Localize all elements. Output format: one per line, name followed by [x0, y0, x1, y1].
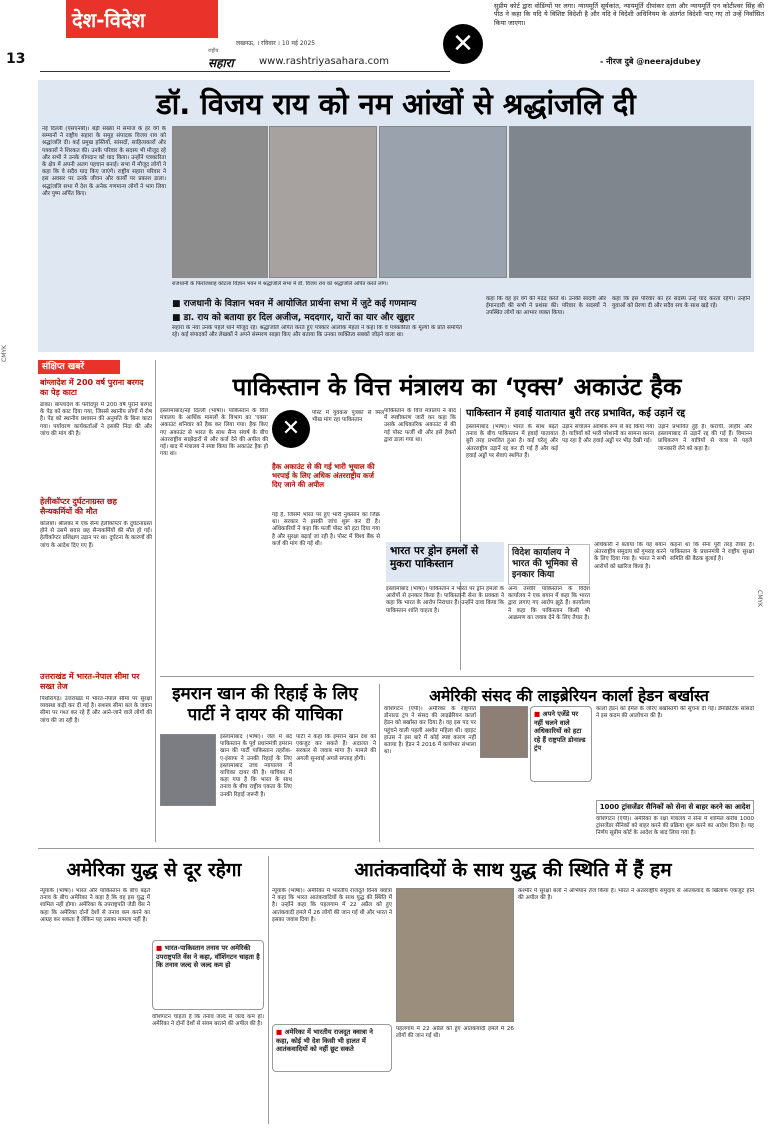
terror-photo — [396, 888, 514, 1022]
foreign-ministry-col3: कहना था कि सेना पूरी तरह तैयार है। पाकिस्तान के प्रधानमंत्री ने राष्ट्रीय सुरक्षा समिति की बैठक बुलाई है। — [670, 542, 754, 563]
brief-item3-body: पिथौरागढ़। उत्तराखंड में भारत-नेपाल सीमा पर सुरक्षा व्यवस्था कड़ी कर दी गई है। सशस्त्र सीमा बल के जवान सीमा पर गश्त कर रहे हैं और आने-जाने वाले लोगों की जांच की जा रही है। — [40, 696, 152, 724]
library-headline: अमेरिकी संसद की लाइब्रेरियन कार्ला हेडन बर्खास्त — [429, 687, 709, 705]
tribute-photo-audience-2 — [509, 126, 751, 278]
library-body: वाशिंगटन (एपी)। अमेरिका के राष्ट्रपति डोनाल्ड ट्रंप ने संसद की लाइब्रेरियन कार्ला हेडन को बर्खास्त कर दिया है। वह इस पद पर पहुंचने वाली पहली अश्वेत महिला थीं। व्हाइट हाउस ने इस बारे में कोई स्पष्ट कारण नहीं बताया है। हेडन ने 2016 में कार्यभार संभाला था। — [384, 706, 476, 756]
x-story-col2: गई है, जिसमें भारत पर हुए भारी नुकसान का जिक्र था। सरकार ने इसकी जांच शुरू कर दी है। अधिकारियों ने कहा कि फर्जी पोस्ट को हटा दिया गया है और सुरक्षा बढ़ाई जा रही है। पोस्ट में विश्व बैंक से कर्ज की मांग की गई थी। — [272, 512, 380, 547]
terror-body-2: कश्मीर में सुरक्षा बलों ने अभियान तेज किया है। भारत ने अंतरराष्ट्रीय समुदाय से आतंकवाद के खिलाफ एकजुट होने की अपील की है। — [518, 888, 754, 902]
foreign-ministry-col1: अन्य तस्वीरें पाकिस्तान के विदेश कार्यालय ने एक बयान में कहा कि भारत द्वारा लगाए गए आरोप झूठे हैं। कार्यालय ने कहा कि पाकिस्तान किसी भी आक्रमण का जवाब देने के लिए तैयार है। — [508, 586, 590, 621]
tweet-author: - नीरज दुबे @neerajdubey — [600, 57, 701, 66]
drone-body: इस्लामाबाद (भाषा)। पाकिस्तान ने भारत पर ड्रोन हमलों के आरोपों से इनकार किया है। पाकिस्तानी सेना के प्रवक्ता ने कहा कि भारत के आरोप निराधार हैं। उन्होंने दावा किया कि पाकिस्तान शांति चाहता है। — [386, 586, 504, 614]
tribute-body: नई दिल्ली (एसएनबी)। बड़ी संख्या में समाज के हर वर्ग के सम्मानों ने राष्ट्रीय सहारा के समूह संपादक विजय राय को श्रद्धांजलि दी। कई प्रमुख हस्तियों, सांसदों, साहित्यकारों और पत्रकारों ने शिरकत की। उनके परिवार के सदस्य भी मौजूद रहे और सभी ने उनके योगदान को याद किया। उन्होंने पत्रकारिता के क्षेत्र में अपनी अलग पहचान बनाई। सभा में मौजूद लोगों ने कहा कि वे सदैव याद किए जाएंगे। राष्ट्रीय सहारा परिवार ने इस अवसर पर उनके जीवन और कार्यों पर प्रकाश डाला। श्रद्धांजलि सभा में देश के अनेक गणमान्य लोगों ने भाग लिया और पुष्प अर्पित किए। — [42, 126, 166, 197]
imran-divider — [379, 684, 380, 842]
us-war-divider — [268, 856, 269, 1124]
side-mark-right: CMYK — [756, 590, 763, 607]
tribute-bullet-2: ■ डा. राय को बताया हर दिल अजीज, मददगार, यारों का यार और खुद्दार — [172, 313, 415, 323]
x-story-headline: पाकिस्तान के वित्त मंत्रालय का ‘एक्स’ अकाउंट हैक — [232, 373, 682, 401]
page-number: 13 — [6, 51, 26, 67]
imran-photo — [160, 734, 216, 806]
foreign-ministry-headline: विदेश कार्यालय ने भारत की भूमिका से इनकार किया — [508, 544, 590, 585]
terror-headline: आतंकवादियों के साथ युद्ध की स्थिति में हैं हम — [354, 859, 672, 881]
brief-item1-title: बांग्लादेश में 200 वर्ष पुराना बरगद का पेड़ काटा — [40, 378, 144, 397]
x-logo-icon: ✕ — [443, 24, 483, 64]
brief-divider — [155, 360, 156, 842]
flights-col3: उड़ानें प्रभावित हुई हैं। कराची, लाहौर और इस्लामाबाद से उड़ानें रद्द की गई हैं। विमानन प्राधिकरण ने यात्रियों से यात्रा से पहले जानकारी लेने को कहा है। — [658, 424, 752, 452]
drone-headline: भारत पर ड्रोन हमलों से मुकरा पाकिस्तान — [390, 545, 479, 570]
website-url[interactable]: www.rashtriyasahara.com — [259, 56, 390, 67]
brief-item2-title: हेलीकॉप्टर दुर्घटनाग्रस्त छह सैन्यकर्मियों की मौत — [40, 497, 117, 516]
bottom-top-rule — [38, 848, 754, 849]
tribute-body-4: कहा कि इस परिवार का हर सदस्य उन्हें याद करता रहेगा। उन्होंने युवाओं को प्रेरणा दी और सदैव सच के साथ खड़े रहे। — [612, 296, 750, 310]
tribute-body-2: सहारा के नवा उनके पहले थाने मौजूद रहे। श्रद्धांजलि अर्पित करते हुए पत्रकार आलोक मेहता ने कहा कि वे पत्रकारिता के मूल्यों के प्रति समर्पित रहे। कई संपादकों और लेखकों ने अपने संस्मरण साझा किए और बताया कि उनका व्यक्तित्व सबको जोड़ने वाला था। — [172, 325, 462, 339]
soldiers-headline: 1000 ट्रांसजेंडर सैनिकों को सेना से बाहर करने का आदेश — [596, 800, 754, 814]
section-title: देश-विदेश — [72, 8, 146, 32]
flights-col2: उड़ान संचालन आंशिक रूप से बंद किया गया है। यात्रियों को भारी परेशानी का सामना करना पड़ रहा है और हवाई अड्डों पर भीड़ देखी गई। — [562, 424, 654, 445]
masthead-rule — [40, 71, 450, 72]
terror-caption: पहलगाम में 22 अप्रैल को हुए आतंकवादी हमले में 26 लोगों की जान गई थी। — [396, 1026, 514, 1040]
imran-body-2: पार्टी ने कहा कि इमरान खान देश को एकजुट कर सकते हैं। अदालत ने सरकार से जवाब मांगा है। मामले की अगली सुनवाई अगले सप्ताह होगी। — [296, 734, 376, 762]
imran-headline: इमरान खान की रिहाई के लिए पार्टी ने दायर की याचिका — [172, 684, 358, 725]
soldiers-body: वाशिंगटन (एपी)। अमेरिका के रक्षा मंत्रालय ने सेना में शामिल करीब 1000 ट्रांसजेंडर सैनिकों को बाहर करने की प्रक्रिया शुरू करने का आदेश दिया है। यह निर्णय सुप्रीम कोर्ट के आदेश के बाद लिया गया है। — [596, 816, 754, 837]
tribute-body-3: कहा कि वह हर वर्ग की मदद करते थे। उनकी सादगी और ईमानदारी की सभी ने प्रशंसा की। परिवार के सदस्यों ने उपस्थित लोगों का आभार व्यक्त किया। — [486, 296, 606, 317]
brief-item2-body: कोलंबो। श्रीलंका में एक सैन्य हेलीकॉप्टर के दुर्घटनाग्रस्त होने से उसमें सवार छह सैन्यकर्मियों की मौत हो गई। हेलीकॉप्टर प्रशिक्षण उड़ान पर था। दुर्घटना के कारणों की जांच के आदेश दिए गए हैं। — [40, 521, 152, 549]
brief-item3-title: उत्तराखंड में भारत-नेपाल सीमा पर सख्त तेज — [40, 672, 140, 691]
tribute-photo-offering — [269, 126, 377, 278]
us-war-headline: अमेरिका युद्ध से दूर रहेगा — [66, 859, 242, 881]
brief-item1-body: ढाका। बांग्लादेश के फरीदपुर में 200 वर्ष पुराने बरगद के पेड़ को काट दिया गया, जिससे स्थानीय लोगों में रोष है। पेड़ को स्थानीय प्रशासन की अनुमति के बिना काटा गया। पर्यावरण कार्यकर्ताओं ने इसकी निंदा की और जांच की मांग की है। — [40, 402, 152, 437]
tribute-bullet-1: ■ राजधानी के विज्ञान भवन में आयोजित प्रार्थना सभा में जुटे कई गणमान्य — [172, 299, 417, 309]
side-mark-left: CMYK — [1, 345, 8, 362]
imran-top-rule — [160, 676, 754, 677]
paper-logo: राष्ट्रीय सहारा — [208, 48, 234, 70]
imran-body: इस्लामाबाद (भाषा)। जेल में बंद पाकिस्तान के पूर्व प्रधानमंत्री इमरान खान की पार्टी पाकिस्तान तहरीक-ए-इंसाफ ने उनकी रिहाई के लिए इस्लामाबाद उच्च न्यायालय में याचिका दायर की है। याचिका में कहा गया है कि भारत के साथ तनाव के बीच राष्ट्रीय एकता के लिए उनकी रिहाई जरूरी है। — [220, 734, 292, 798]
us-war-pull-quote: ■ भारत-पाकिस्तान तनाव पर अमेरिकी उपराष्ट्रपति वेंस ने कहा, वॉशिंगटन चाहता है कि तनाव जल्द से जल्द कम हो — [152, 940, 264, 1010]
brief-label: संक्षिप्त खबरें — [38, 360, 120, 374]
foreign-ministry-col2: अधिकारी ने बताया कि यह बयान अंतरराष्ट्रीय समुदाय को गुमराह करने के लिए दिया गया है। भारत ने सभी आरोपों को खारिज किया है। — [594, 542, 666, 570]
x-story-bullet: हैक अकाउंट से की गई भारी भूचाल की भरपाई के लिए अधिक अंतरराष्ट्रीय कर्ज दिए जाने की अपील — [272, 462, 375, 489]
library-photo — [480, 706, 528, 758]
x-story-logo-icon: ✕ — [272, 410, 310, 448]
terror-pull-quote: ■ अमेरिका में भारतीय राजदूत क्वात्रा ने कहा, कोई भी देश किसी भी हालत में आतंकवादियों को नहीं छूट सकते — [272, 1024, 392, 1072]
library-body-2: कार्ला हेडन को ईमेल के जरिए बर्खास्तगी की सूचना दी गई। डेमोक्रेटिक सांसदों ने इस कदम की आलोचना की है। — [596, 706, 754, 720]
x-story-intro: पोस्ट में युवकस पुत्रकों से मिल भीख मांग रहा पाकिस्तान — [312, 410, 384, 424]
library-pull-quote: ■ अपने एजेंडे पर नहीं चलने वाले अधिकारियों को हटा रहे हैं राष्ट्रपति डोनाल्ड ट्रंप — [530, 706, 592, 782]
flights-headline: पाकिस्तान में हवाई यातायात बुरी तरह प्रभावित, कई उड़ानें रद्द — [466, 408, 686, 419]
us-war-body-2: वॉशिंगटन चाहता है कि तनाव जल्द से जल्द कम हो। अमेरिका ने दोनों देशों से संयम बरतने की अपील की है। — [152, 1014, 264, 1028]
us-war-body: न्यूयार्क (भाषा)। भारत और पाकिस्तान के बीच बढ़ते तनाव के बीच अमेरिका ने कहा है कि वह इस युद्ध में शामिल नहीं होगा। अमेरिका के उपराष्ट्रपति जेडी वेंस ने कहा कि अमेरिका दोनों देशों से तनाव कम करने का आग्रह कर सकता है लेकिन यह उसका मामला नहीं है। — [40, 888, 150, 923]
tweet-text: सुप्रीम कोर्ट द्वारा वोडिंग्यों पर लगा। न्यायमूर्ति सूर्यकांत, न्यायमूर्ति दीपांकर दत्ता और न्यायमूर्ति एन कोटीश्वर सिंह की पीठ ने कहा कि यदि ये विशिष्ट विदेशी है और यदि वे विदेशी अधिनियम के अंतर्गत विदेशी पाए गए तो उन्हें निर्वासित किया जाएगा। — [494, 2, 764, 27]
tribute-headline: डॉ. विजय राय को नम आंखों से श्रद्धांजलि दी — [156, 87, 636, 121]
flights-col1: इस्लामाबाद (भाषा)। भारत के साथ बढ़ते तनाव के बीच पाकिस्तान में हवाई यातायात बुरी तरह प्रभावित हुआ है। कई घरेलू और अंतरराष्ट्रीय उड़ानें रद्द कर दी गई हैं और कई हवाई अड्डों पर सेवाएं स्थगित हैं। — [466, 424, 558, 459]
tribute-caption: राजधानी के फिरोजशाह कोटला विज्ञान भवन में श्रद्धांजलि सभा में डॉ. विजय राय को श्रद्धांजलि अर्पित करते लोग। — [172, 281, 388, 287]
terror-body: न्यूयार्क (भाषा)। अमेरिका में भारतीय राजदूत विनय क्वात्रा ने कहा कि भारत आतंकवादियों के साथ युद्ध की स्थिति में है। उन्होंने कहा कि पहलगाम में 22 अप्रैल को हुए आतंकवादी हमले में 26 लोगों की जान गई थी और भारत ने इसका जवाब दिया है। — [272, 888, 392, 923]
tribute-photo-portrait — [172, 126, 268, 278]
dateline: लखनऊ, । रविवार । 10 मई 2025 — [236, 40, 316, 47]
x-story-col3: पाकिस्तान के वित्त मंत्रालय ने बाद में स्पष्टीकरण जारी कर कहा कि उसके आधिकारिक अकाउंट से की गई पोस्ट फर्जी थी और इसे हैकरों द्वारा डाला गया था। — [384, 408, 456, 443]
x-story-col1: इस्लामाबाद/नई दिल्ली (भाषा)। पाकिस्तान के वित्त मंत्रालय के आर्थिक मामलों के विभाग का ‘एक्स’ अकाउंट शनिवार को हैक कर लिया गया। हैक किए गए अकाउंट से भारत के साथ सैन्य संघर्ष के बीच अंतरराष्ट्रीय साझेदारों से और कर्ज देने की अपील की गई। बाद में मंत्रालय ने स्पष्ट किया कि अकाउंट हैक हो गया था। — [160, 408, 268, 458]
tribute-photo-audience-1 — [379, 126, 507, 278]
